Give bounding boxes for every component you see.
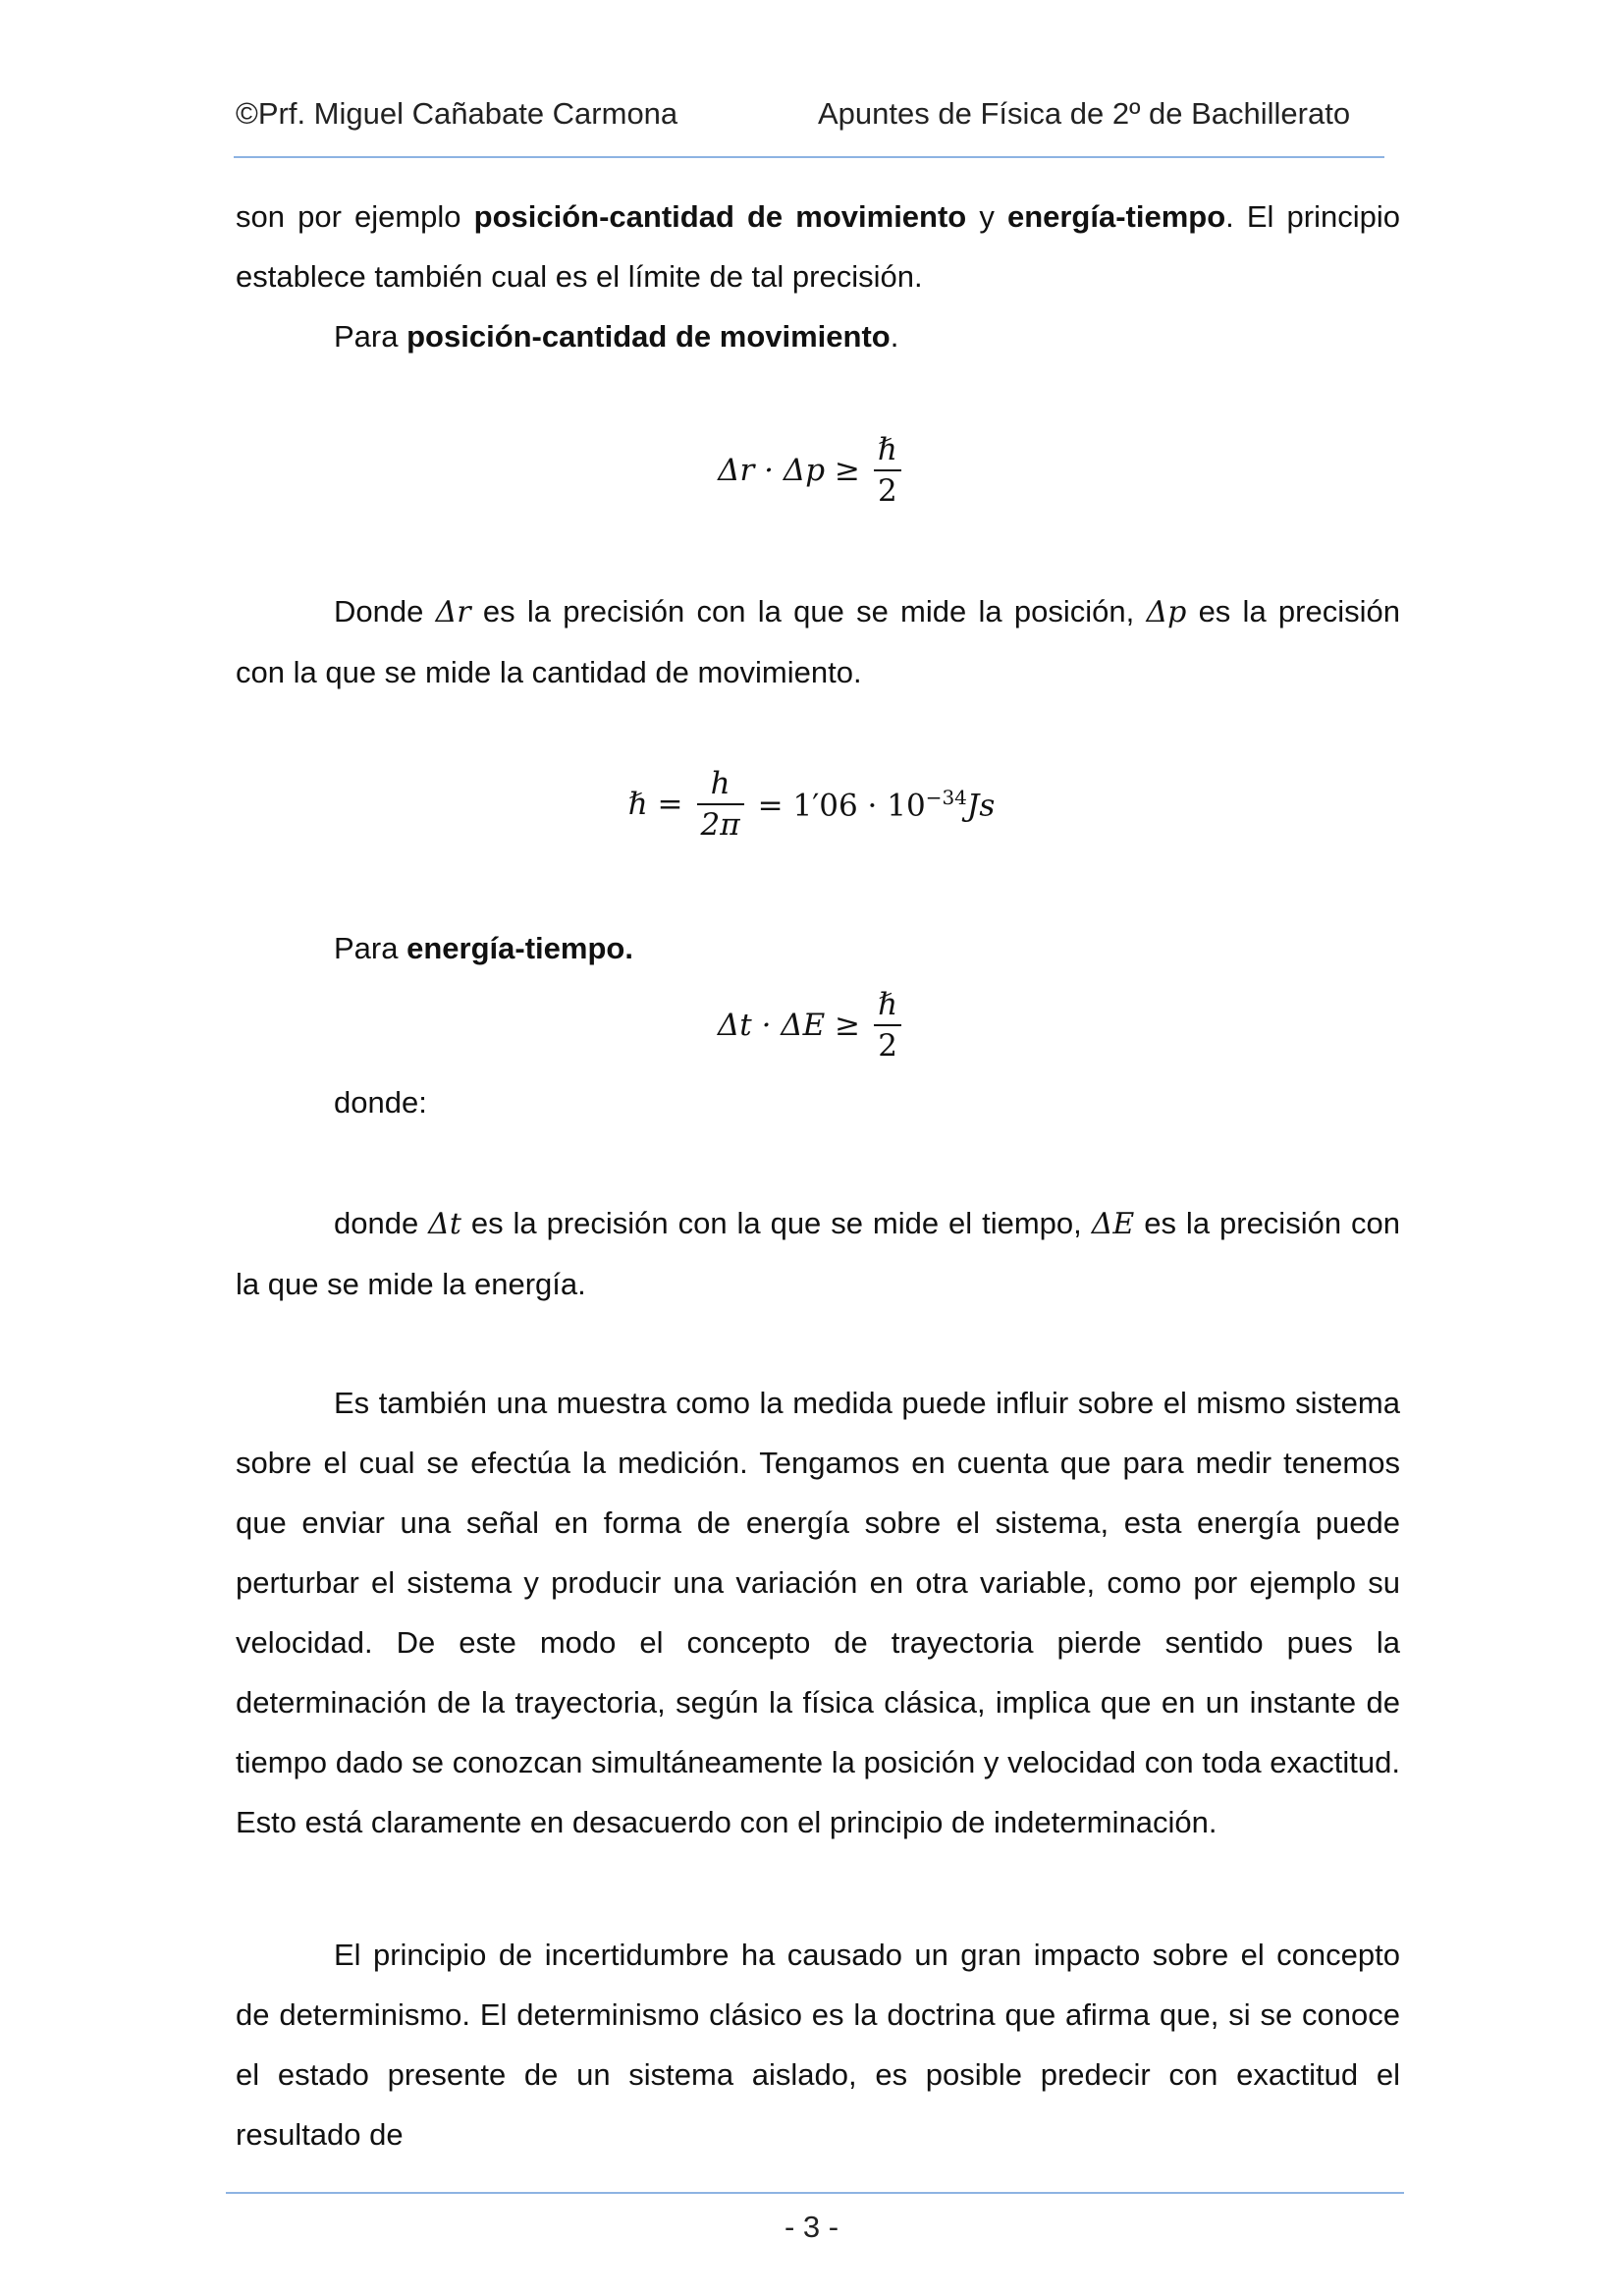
paragraph-6: donde Δt es la precisión con la que se mide el tiempo, ΔE es la precisión con la que se mide la energía. xyxy=(236,1206,1400,1301)
page-number: - 3 - xyxy=(784,2210,839,2244)
equation-fraction: $\frac{\text{ℏ}}{2}$ xyxy=(874,432,901,509)
bold-term: posición-cantidad de movimiento xyxy=(473,199,967,234)
footer-divider xyxy=(226,2192,1404,2194)
equation-lhs: Δt · ΔE ≥ xyxy=(717,1008,861,1043)
equation-hbar xyxy=(0,766,1623,843)
math-symbol: Δr xyxy=(435,595,471,629)
equation-lhs: Δr · Δp ≥ xyxy=(718,453,860,488)
paragraph-2: Para posición-cantidad de movimiento. xyxy=(334,319,899,354)
equation-energy-time xyxy=(0,987,1623,1064)
math-symbol: ΔE xyxy=(1091,1207,1135,1241)
paragraph-7: Es también una muestra como la medida puede influir sobre el mismo sistema sobre el cual se efectúa la medición. Tengamos en cuenta que para medir tenemos que enviar una señal en forma de energía sobre el sistema, esta energía puede perturbar el sistema y producir una variación en otra variable, como por ejemplo su velocidad. De este modo el concepto de trayectoria pierde sentido pues la determinación de la trayectoria, según la física clásica, implica que en un instante de tiempo dado se conozcan simultáneamente la posición y velocidad con toda exactitud. Esto está claramente en desacuerdo con el principio de indeterminación. xyxy=(236,1386,1400,1839)
bold-term: energía-tiempo. xyxy=(406,931,633,965)
paragraph-5: donde: xyxy=(334,1085,427,1120)
math-symbol: Δt xyxy=(428,1207,461,1241)
header-author: ©Prf. Miguel Cañabate Carmona xyxy=(236,96,678,131)
bold-term: energía-tiempo xyxy=(1006,199,1226,234)
math-symbol: Δp xyxy=(1146,595,1187,629)
paragraph-1: son por ejemplo posición-cantidad de movimiento y energía-tiempo. El principio establece también cual es el límite de tal precisión. xyxy=(236,199,1400,294)
equation-rhs: = $1'06 \cdot 10^{-34}Js$ xyxy=(757,785,996,824)
bold-term: posición-cantidad de movimiento xyxy=(406,319,891,354)
paragraph-4: Para energía-tiempo. xyxy=(334,931,633,965)
header-divider xyxy=(234,156,1384,158)
paragraph-8: El principio de incertidumbre ha causado un gran impacto sobre el concepto de determinismo. El determinismo clásico es la doctrina que afirma que, si se conoce el estado presente de un sistema aislado, es posible predecir con exactitud el resultado de xyxy=(236,1938,1400,2152)
equation-fraction: $\frac{h}{2\pi}$ xyxy=(697,766,744,843)
header-title: Apuntes de Física de 2º de Bachillerato xyxy=(818,96,1351,131)
paragraph-3: Donde Δr es la precisión con la que se mide la posición, Δp es la precisión con la que se mide la cantidad de movimiento. xyxy=(236,594,1400,689)
equation-position-momentum xyxy=(0,432,1623,509)
equation-lhs: ℏ = xyxy=(627,787,683,822)
equation-fraction: $\frac{\text{ℏ}}{2}$ xyxy=(874,987,901,1064)
